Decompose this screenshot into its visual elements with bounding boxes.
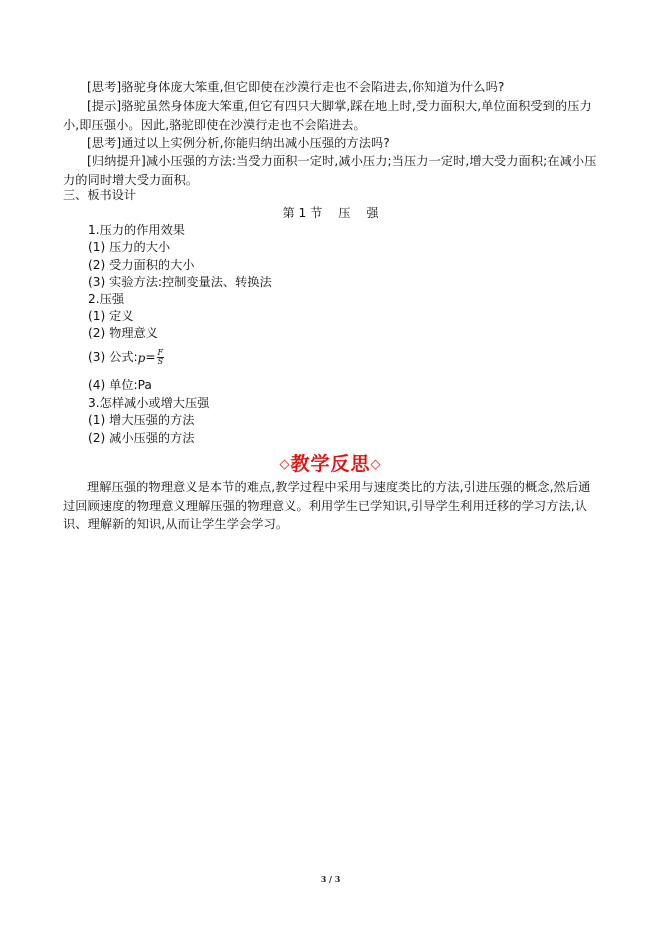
board-line: (1) 压力的大小 bbox=[88, 240, 171, 254]
board-line: (3) 实验方法:控制变量法、转换法 bbox=[88, 275, 272, 289]
board-title bbox=[0, 204, 661, 222]
board-line: 2.压强 bbox=[88, 292, 125, 306]
formula-line bbox=[88, 348, 164, 367]
formula-equals: = bbox=[145, 350, 156, 364]
board-line: (2) 受力面积的大小 bbox=[88, 258, 195, 272]
board-line: 1.压力的作用效果 bbox=[88, 223, 185, 237]
section-heading-board-design: 三、板书设计 bbox=[63, 188, 137, 202]
reflection-heading-text: 教学反思 bbox=[290, 453, 371, 475]
formula-numerator: F bbox=[157, 348, 164, 357]
think-paragraph-2: [思考]通过以上实例分析,你能归纳出减小压强的方法吗? bbox=[87, 136, 390, 150]
hint-paragraph: [提示]骆驼虽然身体庞大笨重,但它有四只大脚掌,踩在地上时,受力面积大,单位面积受到的压力小,即压强小。因此,骆驼即使在沙漠行走也不会陷进去。 bbox=[63, 99, 592, 132]
board-title-char-1: 压 bbox=[338, 206, 351, 220]
formula-fraction bbox=[157, 349, 165, 366]
diamond-icon: ◇ bbox=[370, 457, 382, 472]
formula-prefix: (3) 公式: bbox=[88, 350, 138, 364]
board-title-char-2: 强 bbox=[366, 206, 379, 220]
board-line: (4) 单位:Pa bbox=[88, 378, 152, 392]
board-title-section: 第 1 节 bbox=[282, 206, 323, 220]
board-line: (2) 物理意义 bbox=[88, 326, 158, 340]
formula-denominator: S bbox=[157, 357, 164, 366]
formula-variable-p: p bbox=[137, 350, 146, 365]
board-line: 3.怎样减小或增大压强 bbox=[88, 396, 210, 410]
board-line: (1) 定义 bbox=[88, 309, 134, 323]
page-number: 3 / 3 bbox=[320, 874, 341, 884]
board-line: (1) 增大压强的方法 bbox=[88, 413, 195, 427]
reflection-paragraph: 理解压强的物理意义是本节的难点,教学过程中采用与速度类比的方法,引进压强的概念,然后通过回顾速度的物理意义理解压强的物理意义。利用学生已学知识,引导学生利用迁移的学习方法,认识、理解新的知识,从而让学生学会学习。 bbox=[63, 480, 591, 531]
board-line: (2) 减小压强的方法 bbox=[88, 431, 195, 445]
diamond-icon: ◇ bbox=[279, 457, 291, 472]
think-paragraph-1: [思考]骆驼身体庞大笨重,但它即使在沙漠行走也不会陷进去,你知道为什么吗? bbox=[87, 80, 505, 94]
reflection-heading bbox=[0, 452, 661, 477]
summary-paragraph: [归纳提升]减小压强的方法:当受力面积一定时,减小压力;当压力一定时,增大受力面积;在减小压力的同时增大受力面积。 bbox=[63, 154, 597, 187]
